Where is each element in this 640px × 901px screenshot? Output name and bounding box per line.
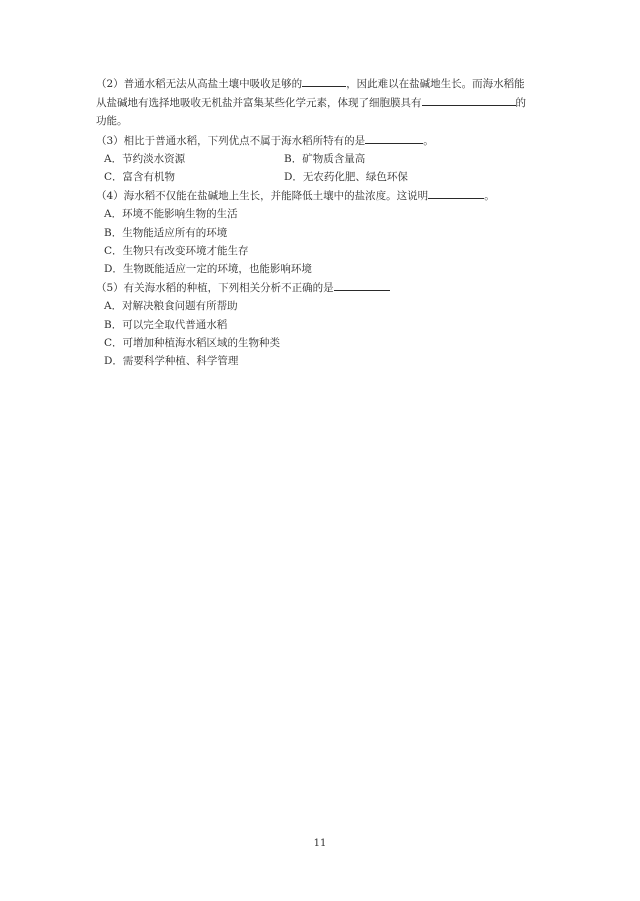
q2-line-2 [96,93,552,112]
q5-stem [96,278,552,297]
q3-options-row-2 [96,168,552,186]
option-a[interactable]: A．节约淡水资源 [104,152,186,165]
answer-blank[interactable] [302,74,346,87]
q3-text: 。 [423,134,434,147]
answer-blank[interactable] [422,93,516,106]
q3-stem [96,131,552,150]
q2-line-3: 功能。 [96,115,128,128]
q4-stem [96,186,552,205]
option-c[interactable]: C．富含有机物 [104,171,176,184]
option-d[interactable]: D．需要科学种植、科学管理 [104,355,239,368]
option-a[interactable]: A．环境不能影响生物的生活 [104,208,238,221]
option-d[interactable]: D．生物既能适应一定的环境，也能影响环境 [104,263,312,276]
answer-blank[interactable] [334,278,390,291]
q4-text: 。 [484,190,495,203]
page-number: 11 [313,838,327,849]
q3-options-row-1 [96,150,552,168]
answer-blank[interactable] [428,186,484,199]
q2-text: 从盐碱地有选择地吸收无机盐并富集某些化学元素，体现了细胞膜具有 [96,97,422,110]
option-b[interactable]: B．可以完全取代普通水稻 [104,318,228,331]
q2-text: ，因此难以在盐碱地生长。而海水稻能 [346,78,525,90]
q5-text: （5）有关海水稻的种植，下列相关分析不正确的是 [96,282,334,295]
q2-line-1 [96,74,552,93]
option-a[interactable]: A．对解决粮食问题有所帮助 [104,300,238,313]
q2-text: （2）普通水稻无法从高盐土壤中吸收足够的 [96,78,303,90]
q3-text: （3）相比于普通水稻，下列优点不属于海水稻所特有的是 [96,134,366,147]
answer-blank[interactable] [365,131,423,144]
option-c[interactable]: C．生物只有改变环境才能生存 [104,244,249,257]
option-d[interactable]: D．无农药化肥、绿色环保 [284,171,408,184]
q2-text: 的 [515,97,526,110]
option-b[interactable]: B．矿物质含量高 [284,152,366,165]
q4-text: （4）海水稻不仅能在盐碱地上生长，并能降低土壤中的盐浓度。这说明 [96,190,429,203]
question-content [96,74,552,370]
option-b[interactable]: B．生物能适应所有的环境 [104,226,228,239]
option-c[interactable]: C．可增加种植海水稻区域的生物种类 [104,336,281,349]
